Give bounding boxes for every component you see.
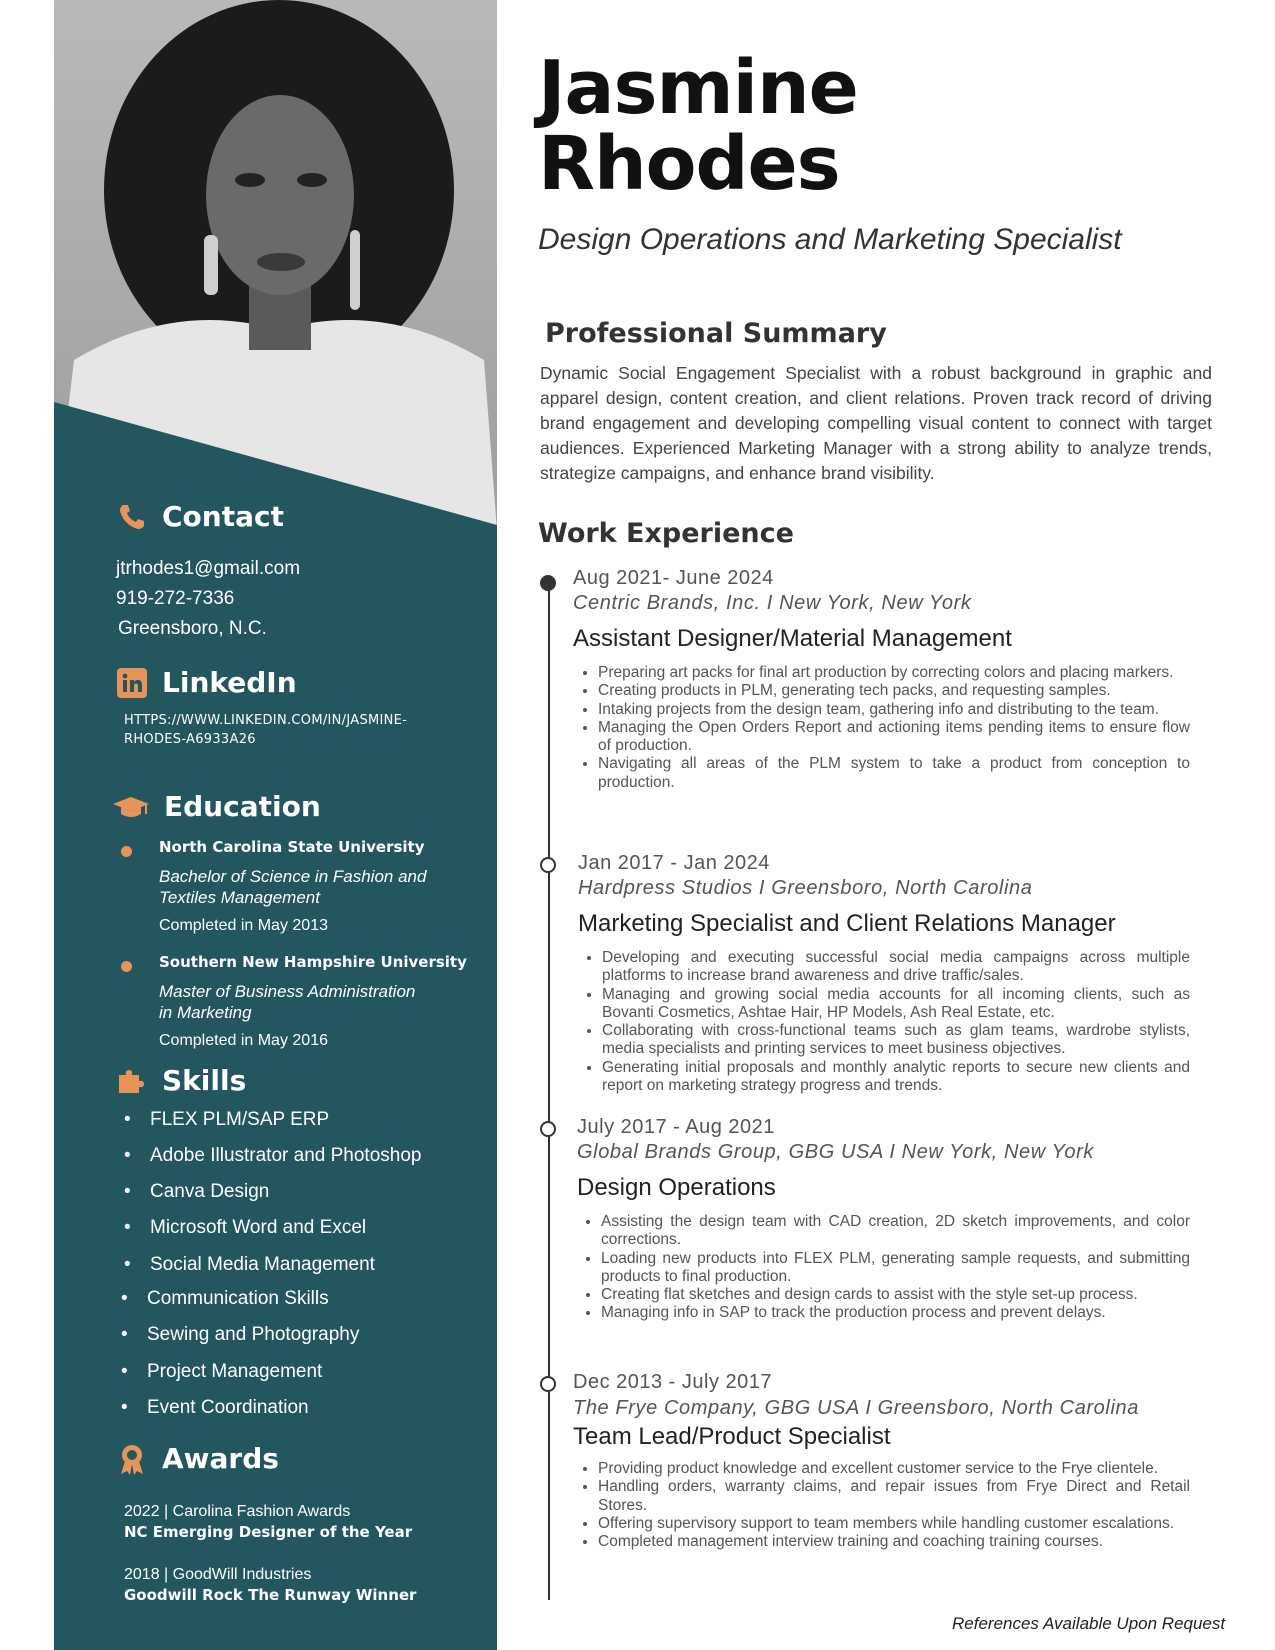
- job-bullet: • Intaking projects from the design team, gathering info and distributing to the team.: [598, 701, 1190, 719]
- job-bullet: • Creating flat sketches and design cards to assist with the style set-up process.: [601, 1286, 1190, 1304]
- timeline-node: [540, 575, 556, 591]
- linkedin-url-line2[interactable]: RHODES-A6933A26: [124, 732, 256, 747]
- job-title: Assistant Designer/Material Management: [573, 625, 1012, 652]
- job-bullets: [578, 664, 1190, 792]
- skill-item: • Microsoft Word and Excel: [150, 1217, 366, 1239]
- candidate-name: [538, 45, 858, 207]
- job-bullets: [581, 1213, 1190, 1323]
- references-note: References Available Upon Request: [952, 1614, 1226, 1633]
- award-ribbon-icon: [116, 1443, 148, 1475]
- skill-item: • Adobe Illustrator and Photoshop: [150, 1145, 421, 1167]
- job-bullet: • Offering supervisory support to team members while handling customer escalations.: [598, 1515, 1190, 1533]
- timeline-node: [540, 1121, 556, 1137]
- job-dates: Jan 2017 - Jan 2024: [578, 852, 770, 874]
- job-dates: July 2017 - Aug 2021: [577, 1116, 775, 1138]
- skill-item: • Canva Design: [150, 1181, 269, 1203]
- education-school-1: North Carolina State University: [159, 838, 425, 856]
- education-completed-2: Completed in May 2016: [159, 1032, 328, 1049]
- profile-photo: [54, 0, 497, 530]
- education-degree-1-line1: Bachelor of Science in Fashion and: [159, 867, 427, 886]
- job-bullet: • Preparing art packs for final art production by correcting colors and placing markers.: [598, 664, 1190, 682]
- education-bullet: [121, 846, 132, 857]
- skill-item: • Event Coordination: [147, 1397, 309, 1419]
- experience-heading: Work Experience: [538, 518, 794, 549]
- job-title: Design Operations: [577, 1174, 776, 1201]
- job-bullet: • Providing product knowledge and excellent customer service to the Frye clientele.: [598, 1460, 1190, 1478]
- skill-item: • Communication Skills: [147, 1288, 329, 1310]
- timeline-node: [540, 857, 556, 873]
- job-title: Team Lead/Product Specialist: [573, 1423, 891, 1450]
- job-title: Marketing Specialist and Client Relations Manager: [578, 910, 1116, 937]
- education-heading: [112, 790, 321, 823]
- timeline-node: [540, 1376, 556, 1392]
- job-dates: Dec 2013 - July 2017: [573, 1371, 773, 1393]
- linkedin-heading-label: LinkedIn: [162, 666, 297, 699]
- education-bullet: [121, 961, 132, 972]
- candidate-last-name: Rhodes: [538, 121, 840, 207]
- skill-item: • Sewing and Photography: [147, 1324, 359, 1346]
- linkedin-heading: [116, 666, 297, 699]
- education-heading-label: Education: [164, 790, 321, 823]
- linkedin-url-line1[interactable]: HTTPS://WWW.LINKEDIN.COM/IN/JASMINE-: [124, 713, 408, 728]
- education-completed-1: Completed in May 2013: [159, 917, 328, 934]
- awards-heading: [116, 1442, 279, 1475]
- job-bullet: • Generating initial proposals and monthly analytic reports to secure new clients and report on marketing strategy progress and trends.: [602, 1059, 1190, 1096]
- job-bullet: • Collaborating with cross-functional teams such as glam teams, wardrobe stylists, media specialists and printing services to meet business objectives.: [602, 1022, 1190, 1059]
- contact-phone: 919-272-7336: [116, 588, 235, 609]
- job-bullet: • Managing and growing social media accounts for all incoming clients, such as Bovanti Cosmetics, Ashtae Hair, HP Models, Ash Real Estate, etc.: [602, 986, 1190, 1023]
- education-degree-2: [159, 981, 415, 1023]
- job-bullet: • Managing info in SAP to track the production process and prevent delays.: [601, 1304, 1190, 1322]
- candidate-first-name: Jasmine: [538, 45, 858, 131]
- graduation-cap-icon: [112, 791, 150, 823]
- job-bullets: [578, 1460, 1190, 1551]
- skill-item: • Project Management: [147, 1361, 322, 1383]
- contact-email[interactable]: jtrhodes1@gmail.com: [116, 558, 301, 579]
- puzzle-icon: [116, 1065, 148, 1097]
- sidebar: [54, 0, 497, 1650]
- summary-heading: Professional Summary: [545, 318, 887, 349]
- linkedin-url[interactable]: [124, 711, 407, 749]
- experience-timeline: [548, 578, 550, 1600]
- summary-text: Dynamic Social Engagement Specialist with a robust background in graphic and apparel design, content creation, and client relations. Proven track record of driving brand engagement and developing compelling visual content to connect with target audiences. Experienced Marketing Manager with a strong ability to analyze trends, strategize campaigns, and enhance brand visibility.: [540, 363, 1212, 483]
- job-company: Global Brands Group, GBG USA I New York, New York: [577, 1141, 1095, 1163]
- job-bullet: • Handling orders, warranty claims, and repair issues from Frye Direct and Retail Stores.: [598, 1478, 1190, 1515]
- awards-heading-label: Awards: [162, 1442, 279, 1475]
- job-bullet: • Completed management interview training and coaching training courses.: [598, 1533, 1190, 1551]
- award-year-1: 2022 | Carolina Fashion Awards: [124, 1503, 351, 1520]
- award-title-2: Goodwill Rock The Runway Winner: [124, 1586, 417, 1604]
- contact-heading-label: Contact: [162, 500, 284, 533]
- education-degree-2-line1: Master of Business Administration: [159, 982, 416, 1001]
- award-year-2: 2018 | GoodWill Industries: [124, 1566, 312, 1583]
- contact-heading: [116, 500, 284, 533]
- job-bullet: • Assisting the design team with CAD creation, 2D sketch improvements, and color corrections.: [601, 1213, 1190, 1250]
- job-dates: Aug 2021- June 2024: [573, 567, 774, 589]
- skill-item: • Social Media Management: [150, 1254, 375, 1276]
- award-title-1: NC Emerging Designer of the Year: [124, 1523, 413, 1541]
- candidate-role: Design Operations and Marketing Specialist: [538, 223, 1122, 256]
- job-bullet: • Navigating all areas of the PLM system to take a product from conception to production.: [598, 755, 1190, 792]
- education-school-2: Southern New Hampshire University: [159, 953, 467, 971]
- job-company: Hardpress Studios I Greensboro, North Carolina: [578, 877, 1033, 899]
- skills-heading: [116, 1064, 246, 1097]
- skill-item: • FLEX PLM/SAP ERP: [150, 1109, 329, 1131]
- job-bullet: • Managing the Open Orders Report and actioning items pending items to ensure flow of production.: [598, 719, 1190, 756]
- education-degree-2-line2: in Marketing: [159, 1003, 252, 1022]
- job-company: The Frye Company, GBG USA I Greensboro, North Carolina: [573, 1397, 1139, 1419]
- page-margin: [0, 0, 54, 1650]
- contact-location: Greensboro, N.C.: [118, 618, 267, 639]
- linkedin-icon: [116, 667, 148, 699]
- phone-icon: [116, 501, 148, 533]
- job-bullet: • Creating products in PLM, generating tech packs, and requesting samples.: [598, 682, 1190, 700]
- job-company: Centric Brands, Inc. I New York, New York: [573, 592, 972, 614]
- job-bullets: [582, 949, 1190, 1095]
- education-degree-1: [159, 866, 426, 908]
- skills-heading-label: Skills: [162, 1064, 247, 1097]
- job-bullet: • Developing and executing successful social media campaigns across multiple platforms to increase brand awareness and drive traffic/sales.: [602, 949, 1190, 986]
- job-bullet: • Loading new products into FLEX PLM, generating sample requests, and submitting products to final production.: [601, 1250, 1190, 1287]
- education-degree-1-line2: Textiles Management: [159, 888, 320, 907]
